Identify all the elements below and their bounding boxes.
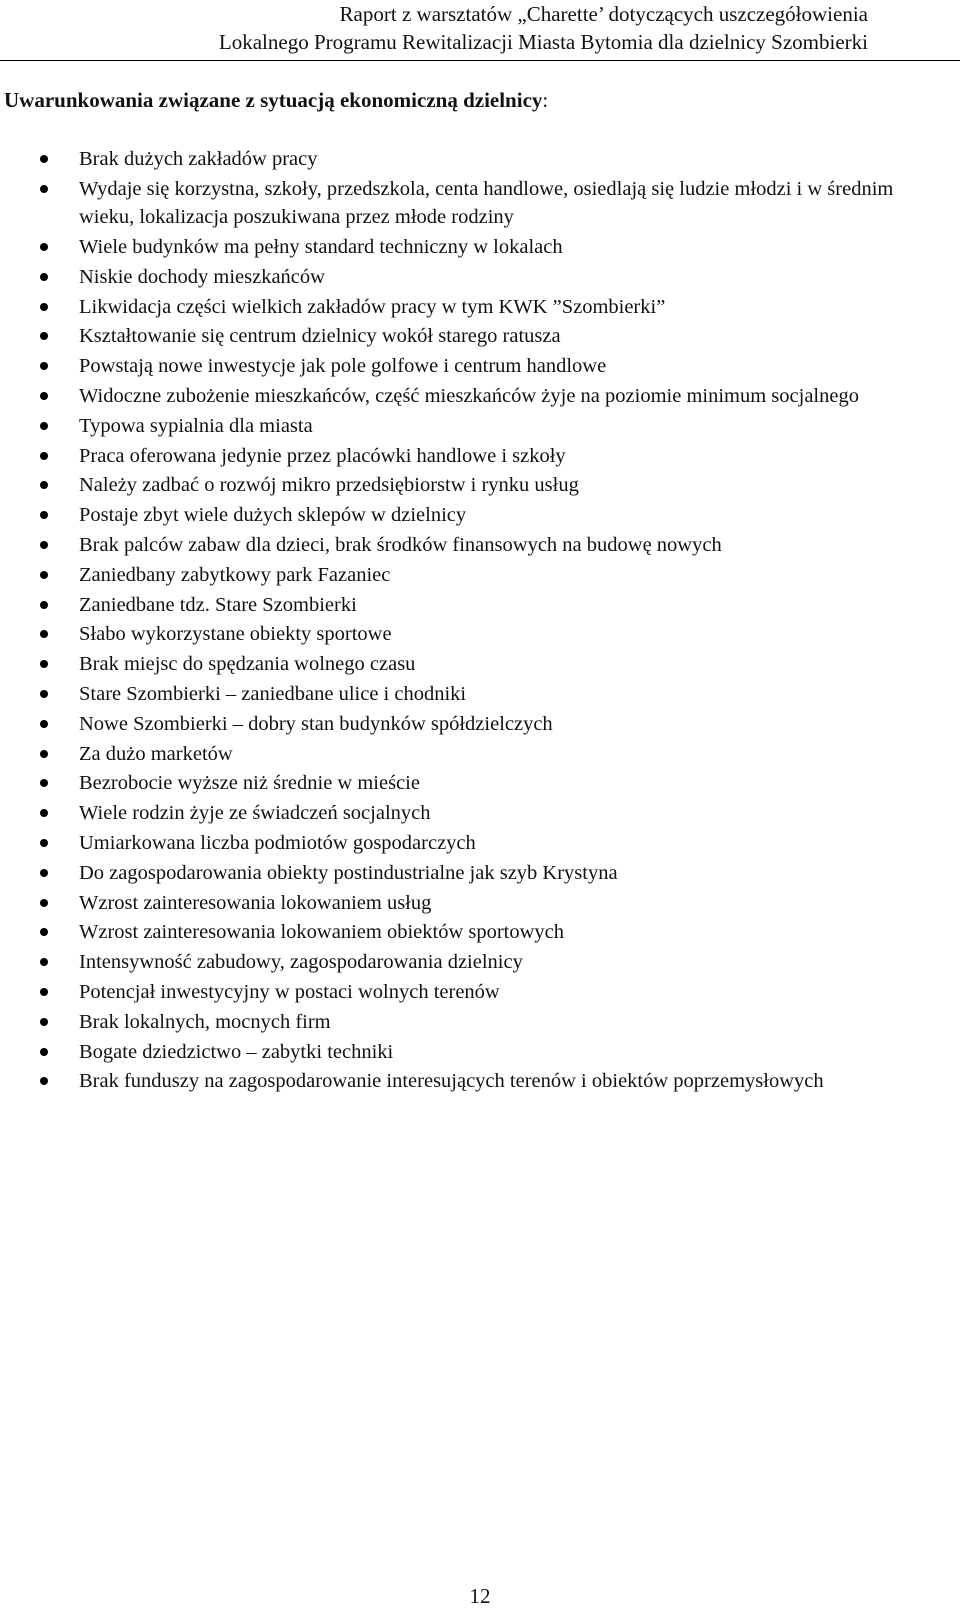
section-heading (4, 86, 548, 114)
bullet-icon (40, 392, 48, 400)
bullet-icon (40, 571, 48, 579)
list-item-text: Widoczne zubożenie mieszkańców, część mieszkańców żyje na poziomie minimum socjalnego (79, 385, 859, 408)
bullet-icon (40, 988, 48, 996)
bullet-icon (40, 541, 48, 549)
bullet-icon (40, 332, 48, 340)
list-item (0, 352, 960, 381)
list-item (0, 145, 960, 174)
bullet-icon (40, 690, 48, 698)
list-item-text: Wzrost zainteresowania lokowaniem usług (79, 891, 432, 914)
section-heading-text: Uwarunkowania związane z sytuacją ekonomiczną dzielnicy (4, 88, 543, 112)
section-heading-colon: : (542, 88, 549, 112)
list-item-text: Bogate dziedzictwo – zabytki techniki (79, 1040, 394, 1063)
list-item (0, 322, 960, 351)
bullet-icon (40, 720, 48, 728)
list-item-text: Potencjał inwestycyjny w postaci wolnych terenów (79, 981, 500, 1004)
list-item-text: Brak dużych zakładów pracy (79, 148, 318, 170)
list-item (0, 650, 960, 679)
list-item (0, 233, 960, 262)
list-item-text: Wzrost zainteresowania lokowaniem obiektów sportowych (79, 921, 565, 944)
list-item (0, 175, 960, 232)
list-item (0, 382, 960, 411)
bullet-icon (40, 779, 48, 787)
list-item-text: Nowe Szombierki – dobry stan budynków spółdzielczych (79, 712, 553, 735)
list-item-text: Zaniedbane tdz. Stare Szombierki (79, 593, 357, 616)
list-item (0, 591, 960, 620)
list-item-text: Kształtowanie się centrum dzielnicy wokół starego ratusza (79, 325, 561, 348)
list-item-text: Bezrobocie wyższe niż średnie w mieście (79, 772, 420, 795)
bullet-icon (40, 243, 48, 251)
bullet-list (0, 145, 960, 1097)
bullet-icon (40, 1018, 48, 1026)
list-item-text: Zaniedbany zabytkowy park Fazaniec (79, 563, 391, 586)
bullet-icon (40, 958, 48, 966)
list-item-text: Wiele rodzin żyje ze świadczeń socjalnych (79, 802, 431, 825)
bullet-icon (40, 481, 48, 489)
bullet-icon (40, 362, 48, 370)
list-item-text: Intensywność zabudowy, zagospodarowania dzielnicy (79, 951, 523, 974)
bullet-icon (40, 422, 48, 430)
bullet-icon (40, 511, 48, 519)
list-item (0, 1038, 960, 1067)
list-item (0, 1008, 960, 1037)
list-item (0, 859, 960, 888)
list-item (0, 501, 960, 530)
list-item-text: Słabo wykorzystane obiekty sportowe (79, 623, 392, 646)
bullet-icon (40, 899, 48, 907)
list-item-text: Stare Szombierki – zaniedbane ulice i chodniki (79, 683, 467, 706)
running-header (0, 0, 960, 61)
list-item (0, 531, 960, 560)
list-item (0, 1067, 960, 1096)
list-item (0, 889, 960, 918)
list-item-text: Za dużo marketów (79, 742, 233, 765)
list-item (0, 561, 960, 590)
list-item-text: Wiele budynków ma pełny standard techniczny w lokalach (79, 236, 563, 259)
list-item (0, 442, 960, 471)
list-item (0, 918, 960, 947)
bullet-icon (40, 185, 48, 193)
list-item-text: Praca oferowana jedynie przez placówki handlowe i szkoły (79, 444, 566, 467)
bullet-icon (40, 928, 48, 936)
list-item (0, 471, 960, 500)
list-item-text: Brak palców zabaw dla dzieci, brak środków finansowych na budowę nowych (79, 534, 722, 557)
list-item (0, 769, 960, 798)
list-item (0, 799, 960, 828)
list-item-text: Powstają nowe inwestycje jak pole golfowe i centrum handlowe (79, 355, 607, 378)
list-item (0, 412, 960, 441)
bullet-icon (40, 630, 48, 638)
list-item (0, 620, 960, 649)
header-line-1: Raport z warsztatów „Charette’ dotyczących uszczegółowienia (339, 2, 868, 26)
list-item (0, 740, 960, 769)
list-item-text: Do zagospodarowania obiekty postindustrialne jak szyb Krystyna (79, 861, 618, 884)
list-item-text: Likwidacja części wielkich zakładów pracy w tym KWK ”Szombierki” (79, 295, 666, 318)
page-number: 12 (469, 1584, 491, 1608)
list-item-text: Brak miejsc do spędzania wolnego czasu (79, 653, 416, 676)
list-item-text: Wydaje się korzystna, szkoły, przedszkola, centa handlowe, osiedlają się ludzie młodzi i w średnim wieku, lokalizacja poszukiwana przez młode rodziny (79, 177, 894, 229)
list-item (0, 710, 960, 739)
bullet-icon (40, 839, 48, 847)
list-item (0, 263, 960, 292)
list-item-text: Brak lokalnych, mocnych firm (79, 1010, 331, 1033)
bullet-icon (40, 869, 48, 877)
bullet-icon (40, 660, 48, 668)
bullet-icon (40, 750, 48, 758)
list-item (0, 948, 960, 977)
list-item-text: Postaje zbyt wiele dużych sklepów w dzielnicy (79, 504, 467, 527)
list-item (0, 829, 960, 858)
bullet-icon (40, 1048, 48, 1056)
bullet-icon (40, 601, 48, 609)
bullet-icon (40, 452, 48, 460)
bullet-icon (40, 155, 48, 163)
list-item-text: Brak funduszy na zagospodarowanie interesujących terenów i obiektów poprzemysłowych (79, 1070, 824, 1093)
bullet-icon (40, 273, 48, 281)
bullet-icon (40, 809, 48, 817)
bullet-icon (40, 303, 48, 311)
header-line-2: Lokalnego Programu Rewitalizacji Miasta Bytomia dla dzielnicy Szombierki (218, 30, 868, 54)
list-item (0, 680, 960, 709)
list-item-text: Niskie dochody mieszkańców (79, 265, 325, 288)
bullet-icon (40, 1077, 48, 1085)
list-item-text: Typowa sypialnia dla miasta (79, 414, 313, 437)
list-item (0, 978, 960, 1007)
list-item (0, 293, 960, 322)
list-item-text: Umiarkowana liczba podmiotów gospodarczych (79, 832, 476, 855)
list-item-text: Należy zadbać o rozwój mikro przedsiębiorstw i rynku usług (79, 474, 579, 497)
